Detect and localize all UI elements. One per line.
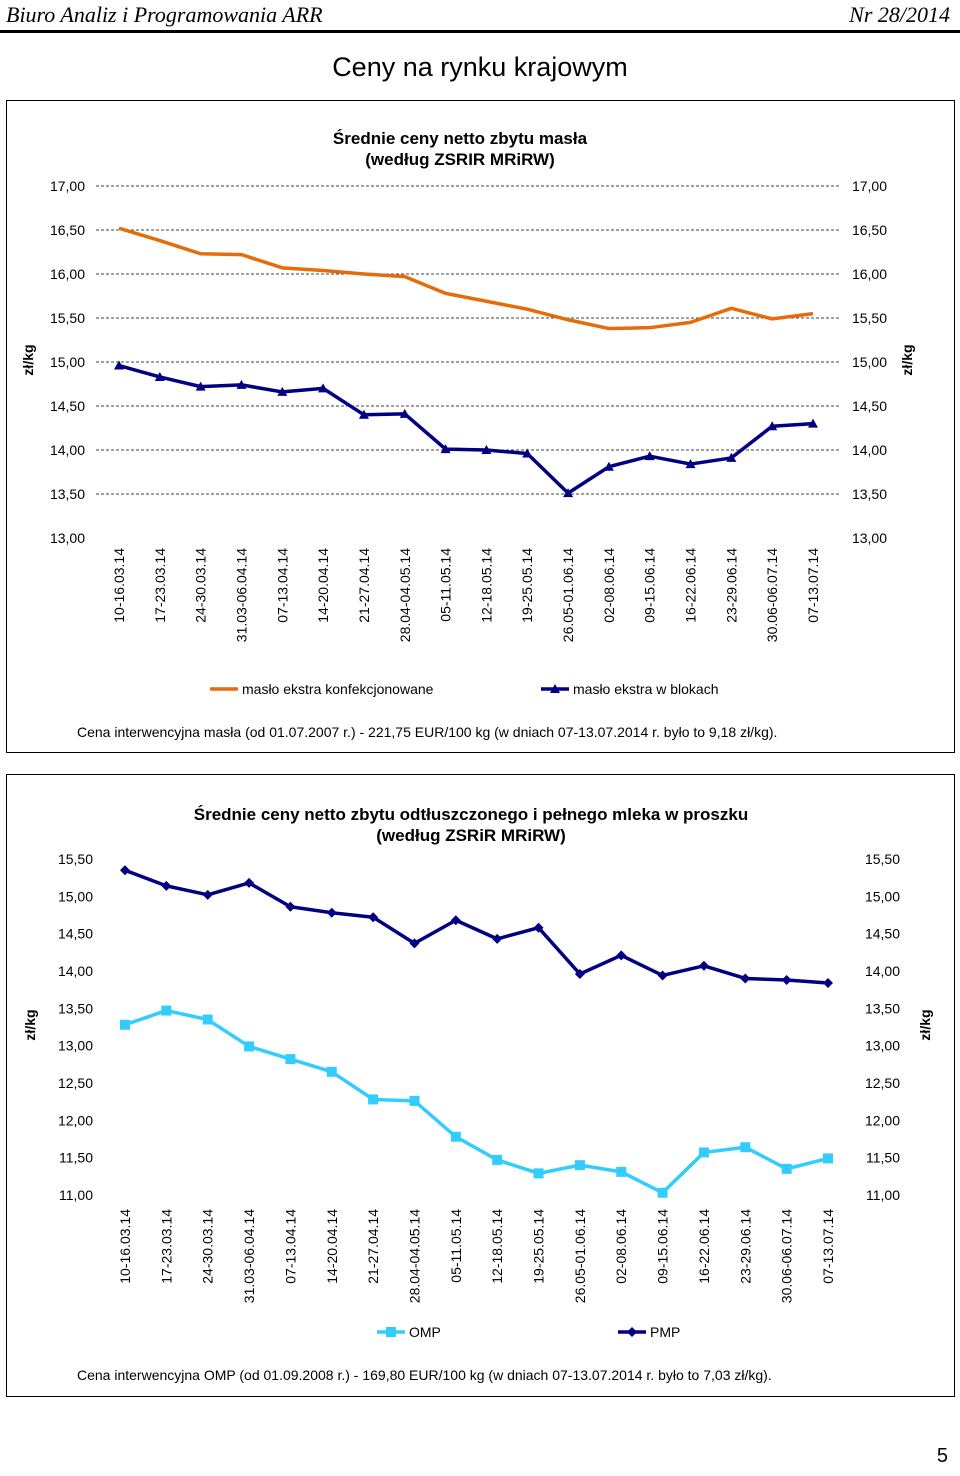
data-point bbox=[575, 1160, 585, 1170]
data-point bbox=[740, 1142, 750, 1152]
data-point bbox=[492, 934, 502, 944]
series-pmp bbox=[120, 865, 833, 988]
page-header bbox=[0, 0, 960, 30]
x-tick-label: 12-18.05.14 bbox=[489, 1209, 506, 1284]
header-divider bbox=[0, 30, 960, 33]
legend-entry bbox=[210, 681, 434, 697]
section-title: Ceny na rynku krajowym bbox=[332, 52, 628, 82]
data-point bbox=[368, 1094, 378, 1104]
issue-number: Nr 28/2014 bbox=[849, 2, 950, 27]
x-tick-label: 07-13.04.14 bbox=[274, 548, 291, 623]
x-tick-label: 10-16.03.14 bbox=[111, 548, 127, 623]
y-tick-label-left: 14,00 bbox=[49, 442, 85, 458]
series-mas-o-ekstra-w-blokach bbox=[114, 361, 818, 498]
chart-subtitle: (według ZSRiR MRiRW) bbox=[376, 826, 566, 845]
legend-label: masło ekstra konfekcjonowane bbox=[242, 681, 434, 697]
y-tick-label-left: 13,00 bbox=[57, 1037, 93, 1054]
x-tick-label: 21-27.04.14 bbox=[355, 548, 372, 623]
butter-chart-canvas bbox=[7, 101, 954, 752]
x-tick-label: 17-23.03.14 bbox=[158, 1209, 175, 1284]
x-tick-label: 09-15.06.14 bbox=[654, 1209, 671, 1284]
y-tick-label-right: 15,50 bbox=[864, 851, 900, 867]
x-tick-label: 07-13.07.14 bbox=[820, 1209, 836, 1284]
y-tick-label-right: 13,00 bbox=[864, 1037, 900, 1054]
data-point bbox=[782, 975, 792, 985]
data-point bbox=[823, 1153, 833, 1163]
x-tick-label: 28.04-04.05.14 bbox=[406, 1209, 423, 1304]
x-tick-label: 02-08.06.14 bbox=[600, 548, 617, 623]
y-axis-label-right: zł/kg bbox=[899, 344, 915, 376]
milk-powder-chart-canvas bbox=[7, 775, 954, 1396]
y-tick-label-right: 15,50 bbox=[851, 310, 887, 326]
x-tick-label: 05-11.05.14 bbox=[447, 1209, 464, 1283]
data-point bbox=[161, 1006, 171, 1016]
x-tick-label: 09-15.06.14 bbox=[641, 548, 658, 623]
data-point bbox=[492, 1155, 502, 1165]
data-point bbox=[699, 961, 709, 971]
y-tick-label-left: 14,50 bbox=[49, 398, 85, 414]
data-point bbox=[451, 1132, 461, 1142]
y-tick-label-left: 14,50 bbox=[57, 925, 93, 942]
y-tick-label-left: 12,00 bbox=[57, 1112, 93, 1129]
y-tick-label-left: 14,00 bbox=[57, 963, 93, 979]
x-tick-label: 30.06-06.07.14 bbox=[778, 1209, 795, 1304]
x-tick-label: 24-30.03.14 bbox=[199, 1209, 216, 1284]
data-point bbox=[823, 978, 833, 988]
y-tick-label-right: 11,00 bbox=[866, 1187, 900, 1203]
legend-entry bbox=[377, 1324, 441, 1340]
butter-price-chart bbox=[6, 100, 955, 753]
y-tick-label-right: 15,00 bbox=[864, 888, 900, 905]
legend-entry bbox=[541, 681, 719, 697]
x-tick-label: 31.03-06.04.14 bbox=[241, 1209, 258, 1304]
x-tick-label: 05-11.05.14 bbox=[437, 548, 454, 622]
y-tick-label-right: 12,50 bbox=[864, 1075, 900, 1091]
y-axis-label-left: zł/kg bbox=[20, 344, 36, 376]
series-line bbox=[125, 870, 828, 983]
y-tick-label-right: 15,00 bbox=[851, 354, 887, 370]
series-line bbox=[119, 228, 813, 328]
butter-intervention-note: Cena interwencyjna masła (od 01.07.2007 r.) - 221,75 EUR/100 kg (w dniach 07-13.07.2014 r. było to 9,18 zł/kg). bbox=[77, 724, 778, 740]
x-tick-label: 23-29.06.14 bbox=[723, 548, 740, 623]
x-tick-label: 17-23.03.14 bbox=[151, 548, 168, 623]
x-tick-label: 16-22.06.14 bbox=[695, 1209, 712, 1284]
y-tick-label-right: 13,50 bbox=[864, 1000, 900, 1017]
x-tick-label: 19-25.05.14 bbox=[519, 548, 536, 623]
x-tick-label: 28.04-04.05.14 bbox=[396, 548, 413, 643]
y-tick-label-right: 14,50 bbox=[864, 925, 900, 942]
milk-powder-price-chart bbox=[6, 774, 955, 1397]
x-tick-label: 24-30.03.14 bbox=[192, 548, 209, 623]
series-omp bbox=[120, 1006, 833, 1198]
legend-label: masło ekstra w blokach bbox=[573, 681, 719, 697]
data-point bbox=[327, 1067, 337, 1077]
page-number: 5 bbox=[936, 1445, 948, 1467]
data-point bbox=[740, 973, 750, 983]
series-line bbox=[119, 366, 813, 494]
data-point bbox=[782, 1164, 792, 1174]
y-tick-label-left: 15,50 bbox=[49, 310, 85, 326]
legend-label: OMP bbox=[409, 1324, 441, 1340]
y-tick-label-left: 16,00 bbox=[49, 266, 85, 282]
chart-title: Średnie ceny netto zbytu odtłuszczonego i pełnego mleka w proszku bbox=[193, 805, 749, 824]
y-tick-label-left: 13,50 bbox=[57, 1000, 93, 1017]
data-point bbox=[120, 1020, 130, 1030]
y-tick-label-left: 11,00 bbox=[59, 1187, 93, 1203]
x-tick-label: 26.05-01.06.14 bbox=[571, 1209, 588, 1304]
x-tick-label: 16-22.06.14 bbox=[682, 548, 699, 623]
x-tick-label: 23-29.06.14 bbox=[737, 1209, 754, 1284]
data-point bbox=[161, 881, 171, 891]
y-tick-label-left: 11,50 bbox=[59, 1149, 93, 1166]
x-tick-label: 21-27.04.14 bbox=[365, 1209, 382, 1284]
y-tick-label-left: 15,50 bbox=[57, 851, 93, 867]
chart-title: Średnie ceny netto zbytu masła bbox=[332, 129, 588, 148]
x-tick-label: 14-20.04.14 bbox=[323, 1209, 340, 1284]
x-tick-label: 26.05-01.06.14 bbox=[560, 548, 577, 643]
chart-subtitle: (według ZSRIR MRiRW) bbox=[365, 150, 555, 169]
y-tick-label-left: 17,00 bbox=[49, 178, 85, 194]
y-tick-label-right: 14,50 bbox=[851, 398, 887, 414]
y-tick-label-right: 14,00 bbox=[851, 442, 887, 458]
data-point bbox=[244, 1041, 254, 1051]
y-tick-label-right: 16,00 bbox=[851, 266, 887, 282]
y-tick-label-right: 17,00 bbox=[851, 178, 887, 194]
x-tick-label: 31.03-06.04.14 bbox=[233, 548, 250, 643]
legend-marker bbox=[386, 1327, 396, 1337]
y-axis-label-left: zł/kg bbox=[22, 1009, 38, 1041]
y-tick-label-left: 13,00 bbox=[49, 530, 85, 546]
y-tick-label-right: 16,50 bbox=[851, 222, 887, 238]
x-tick-label: 10-16.03.14 bbox=[117, 1209, 133, 1284]
data-point bbox=[699, 1147, 709, 1157]
legend-marker bbox=[627, 1327, 637, 1337]
y-tick-label-right: 13,00 bbox=[851, 530, 887, 546]
data-point bbox=[203, 1015, 213, 1025]
y-tick-label-left: 13,50 bbox=[49, 486, 85, 502]
data-point bbox=[534, 1168, 544, 1178]
data-point bbox=[203, 890, 213, 900]
y-tick-label-right: 11,50 bbox=[866, 1149, 900, 1166]
x-tick-label: 12-18.05.14 bbox=[478, 548, 495, 623]
y-tick-label-left: 15,00 bbox=[49, 354, 85, 370]
data-point bbox=[616, 1167, 626, 1177]
data-point bbox=[120, 865, 130, 875]
publisher-name: Biuro Analiz i Programowania ARR bbox=[6, 2, 323, 27]
y-tick-label-left: 15,00 bbox=[57, 888, 93, 905]
omp-intervention-note: Cena interwencyjna OMP (od 01.09.2008 r.) - 169,80 EUR/100 kg (w dniach 07-13.07.2014 r. było to 7,03 zł/kg). bbox=[77, 1367, 772, 1383]
y-tick-label-right: 13,50 bbox=[851, 486, 887, 502]
x-tick-label: 02-08.06.14 bbox=[613, 1209, 630, 1284]
y-tick-label-left: 12,50 bbox=[57, 1075, 93, 1091]
data-point bbox=[409, 1096, 419, 1106]
data-point bbox=[285, 1054, 295, 1064]
x-tick-label: 07-13.04.14 bbox=[282, 1209, 299, 1284]
series-mas-o-ekstra-konfekcjonowane bbox=[119, 228, 813, 328]
y-axis-label-right: zł/kg bbox=[917, 1009, 933, 1041]
x-tick-label: 19-25.05.14 bbox=[530, 1209, 547, 1284]
y-tick-label-right: 12,00 bbox=[864, 1112, 900, 1129]
series-line bbox=[125, 1011, 828, 1193]
data-point bbox=[658, 1188, 668, 1198]
legend-label: PMP bbox=[650, 1324, 681, 1340]
legend-entry bbox=[618, 1324, 680, 1340]
x-tick-label: 07-13.07.14 bbox=[805, 548, 821, 623]
y-tick-label-left: 16,50 bbox=[49, 222, 85, 238]
x-tick-label: 30.06-06.07.14 bbox=[764, 548, 781, 643]
data-point bbox=[327, 908, 337, 918]
x-tick-label: 14-20.04.14 bbox=[315, 548, 332, 623]
y-tick-label-right: 14,00 bbox=[864, 963, 900, 979]
